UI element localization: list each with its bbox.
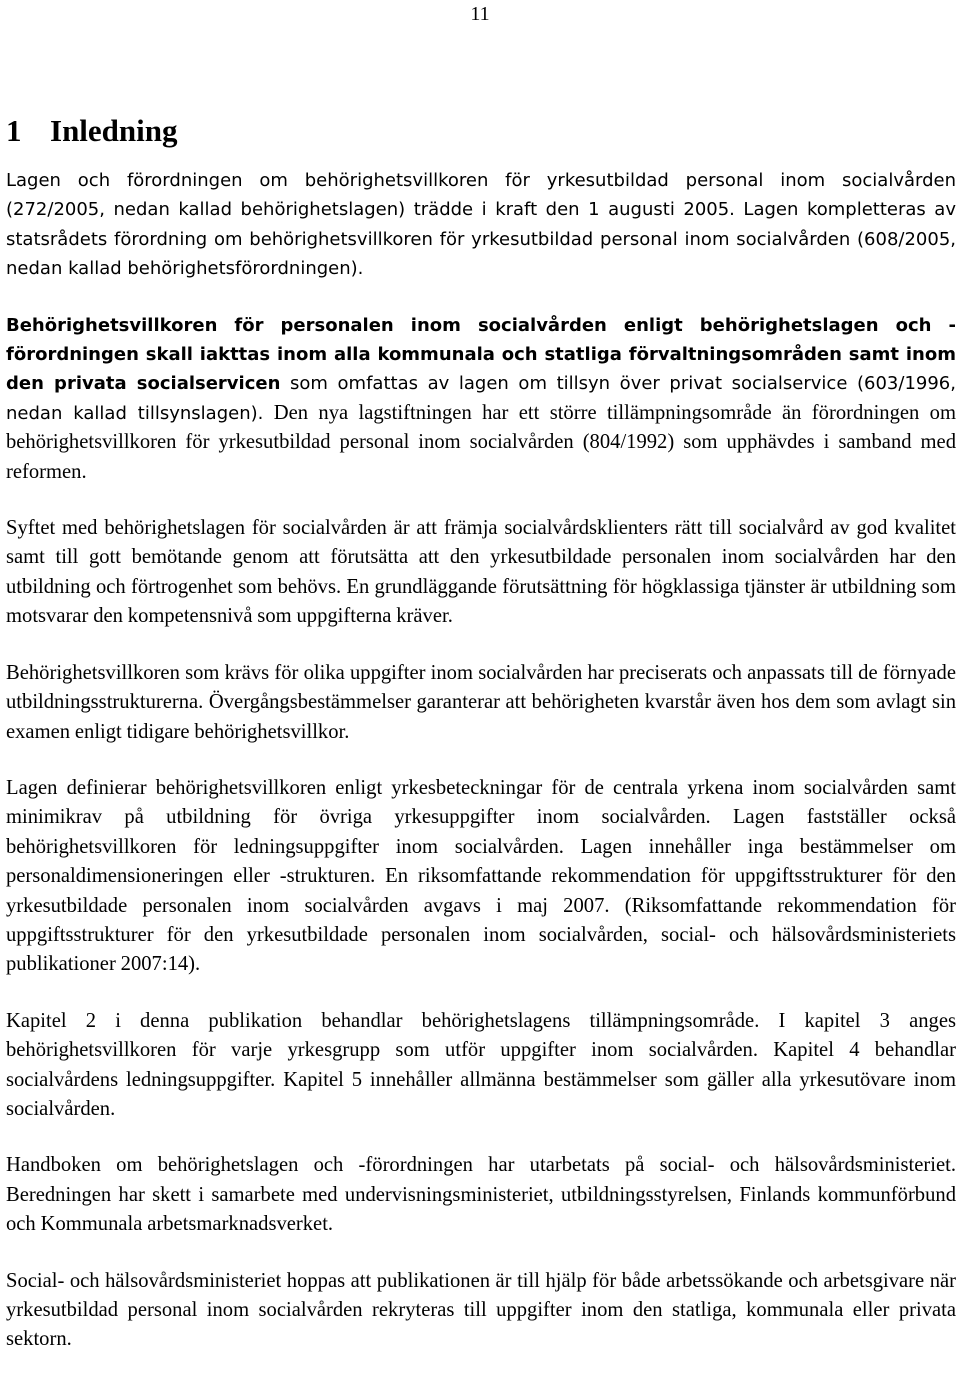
chapter-number: 1	[6, 113, 22, 148]
page-number: 11	[470, 3, 490, 25]
paragraph-definitions: Lagen definierar behörighetsvillkoren enligt yrkesbeteckningar för de centrala yrkena inom socialvården samt minimikrav på utbildning för övriga yrkesuppgifter inom socialvården. Lagen fastställer också behörighetsvillkoren för ledningsuppgifter inom socialvården. Lagen innehåller inga bestämmelser om personaldimensioneringen eller -strukturen. En riksomfattande rekommendation för uppgiftsstrukturer för den yrkesutbildade personalen inom socialvården avgavs i maj 2007. (Riksomfattande rekommendation för uppgiftsstrukturer för den yrkesutbildade personalen inom socialvården, social- och hälsovårdsministeriets publikationer 2007:14).	[6, 776, 956, 976]
paragraph-scope-serif-text: Den nya lagstiftningen har ett större tillämpningsområde än förordningen om behörighetsvillkoren för yrkesutbildad personal inom socialvården (804/1992) som upphävdes i samband med reformen.	[6, 401, 956, 483]
paragraph-purpose: Syftet med behörighetslagen för socialvården är att främja socialvårdsklienters rätt till socialvård av god kvalitet samt till gott bemötande genom att förutsätta att den yrkesutbildade personalen inom socialvården har den utbildning och förtrogenhet som behövs. En grundläggande förutsättning för högklassiga tjänster är utbildning som motsvarar den kompetensnivå som uppgifterna kräver.	[6, 517, 956, 628]
paragraph-closing: Social- och hälsovårdsministeriet hoppas att publikationen är till hjälp för både arbetssökande och arbetsgivare när yrkesutbildad personal inom socialvården rekryteras till uppgifter inom den statliga, kommunala eller privata sektorn.	[6, 1269, 956, 1351]
paragraph-chapters: Kapitel 2 i denna publikation behandlar behörighetslagens tillämpningsområde. I kapitel 3 anges behörighetsvillkoren för varje yrkesgrupp som utför uppgifter inom socialvården. Kapitel 4 behandlar socialvårdens ledningsuppgifter. Kapitel 5 innehåller allmänna bestämmelser som gäller alla yrkesutövare inom socialvården.	[6, 1009, 956, 1120]
body-text	[6, 166, 956, 1355]
paragraph-scope	[6, 311, 956, 487]
chapter-heading	[6, 112, 178, 150]
paragraph-intro: Lagen och förordningen om behörighetsvillkoren för yrkesutbildad personal inom socialvården (272/2005, nedan kallad behörighetslagen) trädde i kraft den 1 augusti 2005. Lagen kompletteras av statsrådets förordning om behörighetsvillkoren för yrkesutbildad personal inom socialvården (608/2005, nedan kallad behörighetsförordningen).	[6, 170, 956, 280]
paragraph-scope-bold-text: Behörighetsvillkoren för personalen inom socialvården enligt behörighetslagen och -förordningen skall iakttas inom alla kommunala och statliga förvaltningsområden samt inom den privata socialservicen	[6, 314, 956, 395]
chapter-title: Inledning	[50, 113, 178, 148]
paragraph-requirements: Behörighetsvillkoren som krävs för olika uppgifter inom socialvården har preciserats och anpassats till de förnyade utbildningsstrukturerna. Övergångsbestämmelser garanterar att behörigheten kvarstår även hos dem som avlagt sin examen enligt tidigare behörighetsvillkor.	[6, 661, 956, 743]
paragraph-handbook: Handboken om behörighetslagen och -förordningen har utarbetats på social- och hälsovårdsministeriet. Beredningen har skett i samarbete med undervisningsministeriet, utbildningsstyrelsen, Finlands kommunförbund och Kommunala arbetsmarknadsverket.	[6, 1154, 956, 1236]
paragraph-scope-sans-text: som omfattas av lagen om tillsyn över privat socialservice (603/1996, nedan kallad tillsynslagen).	[6, 373, 956, 424]
